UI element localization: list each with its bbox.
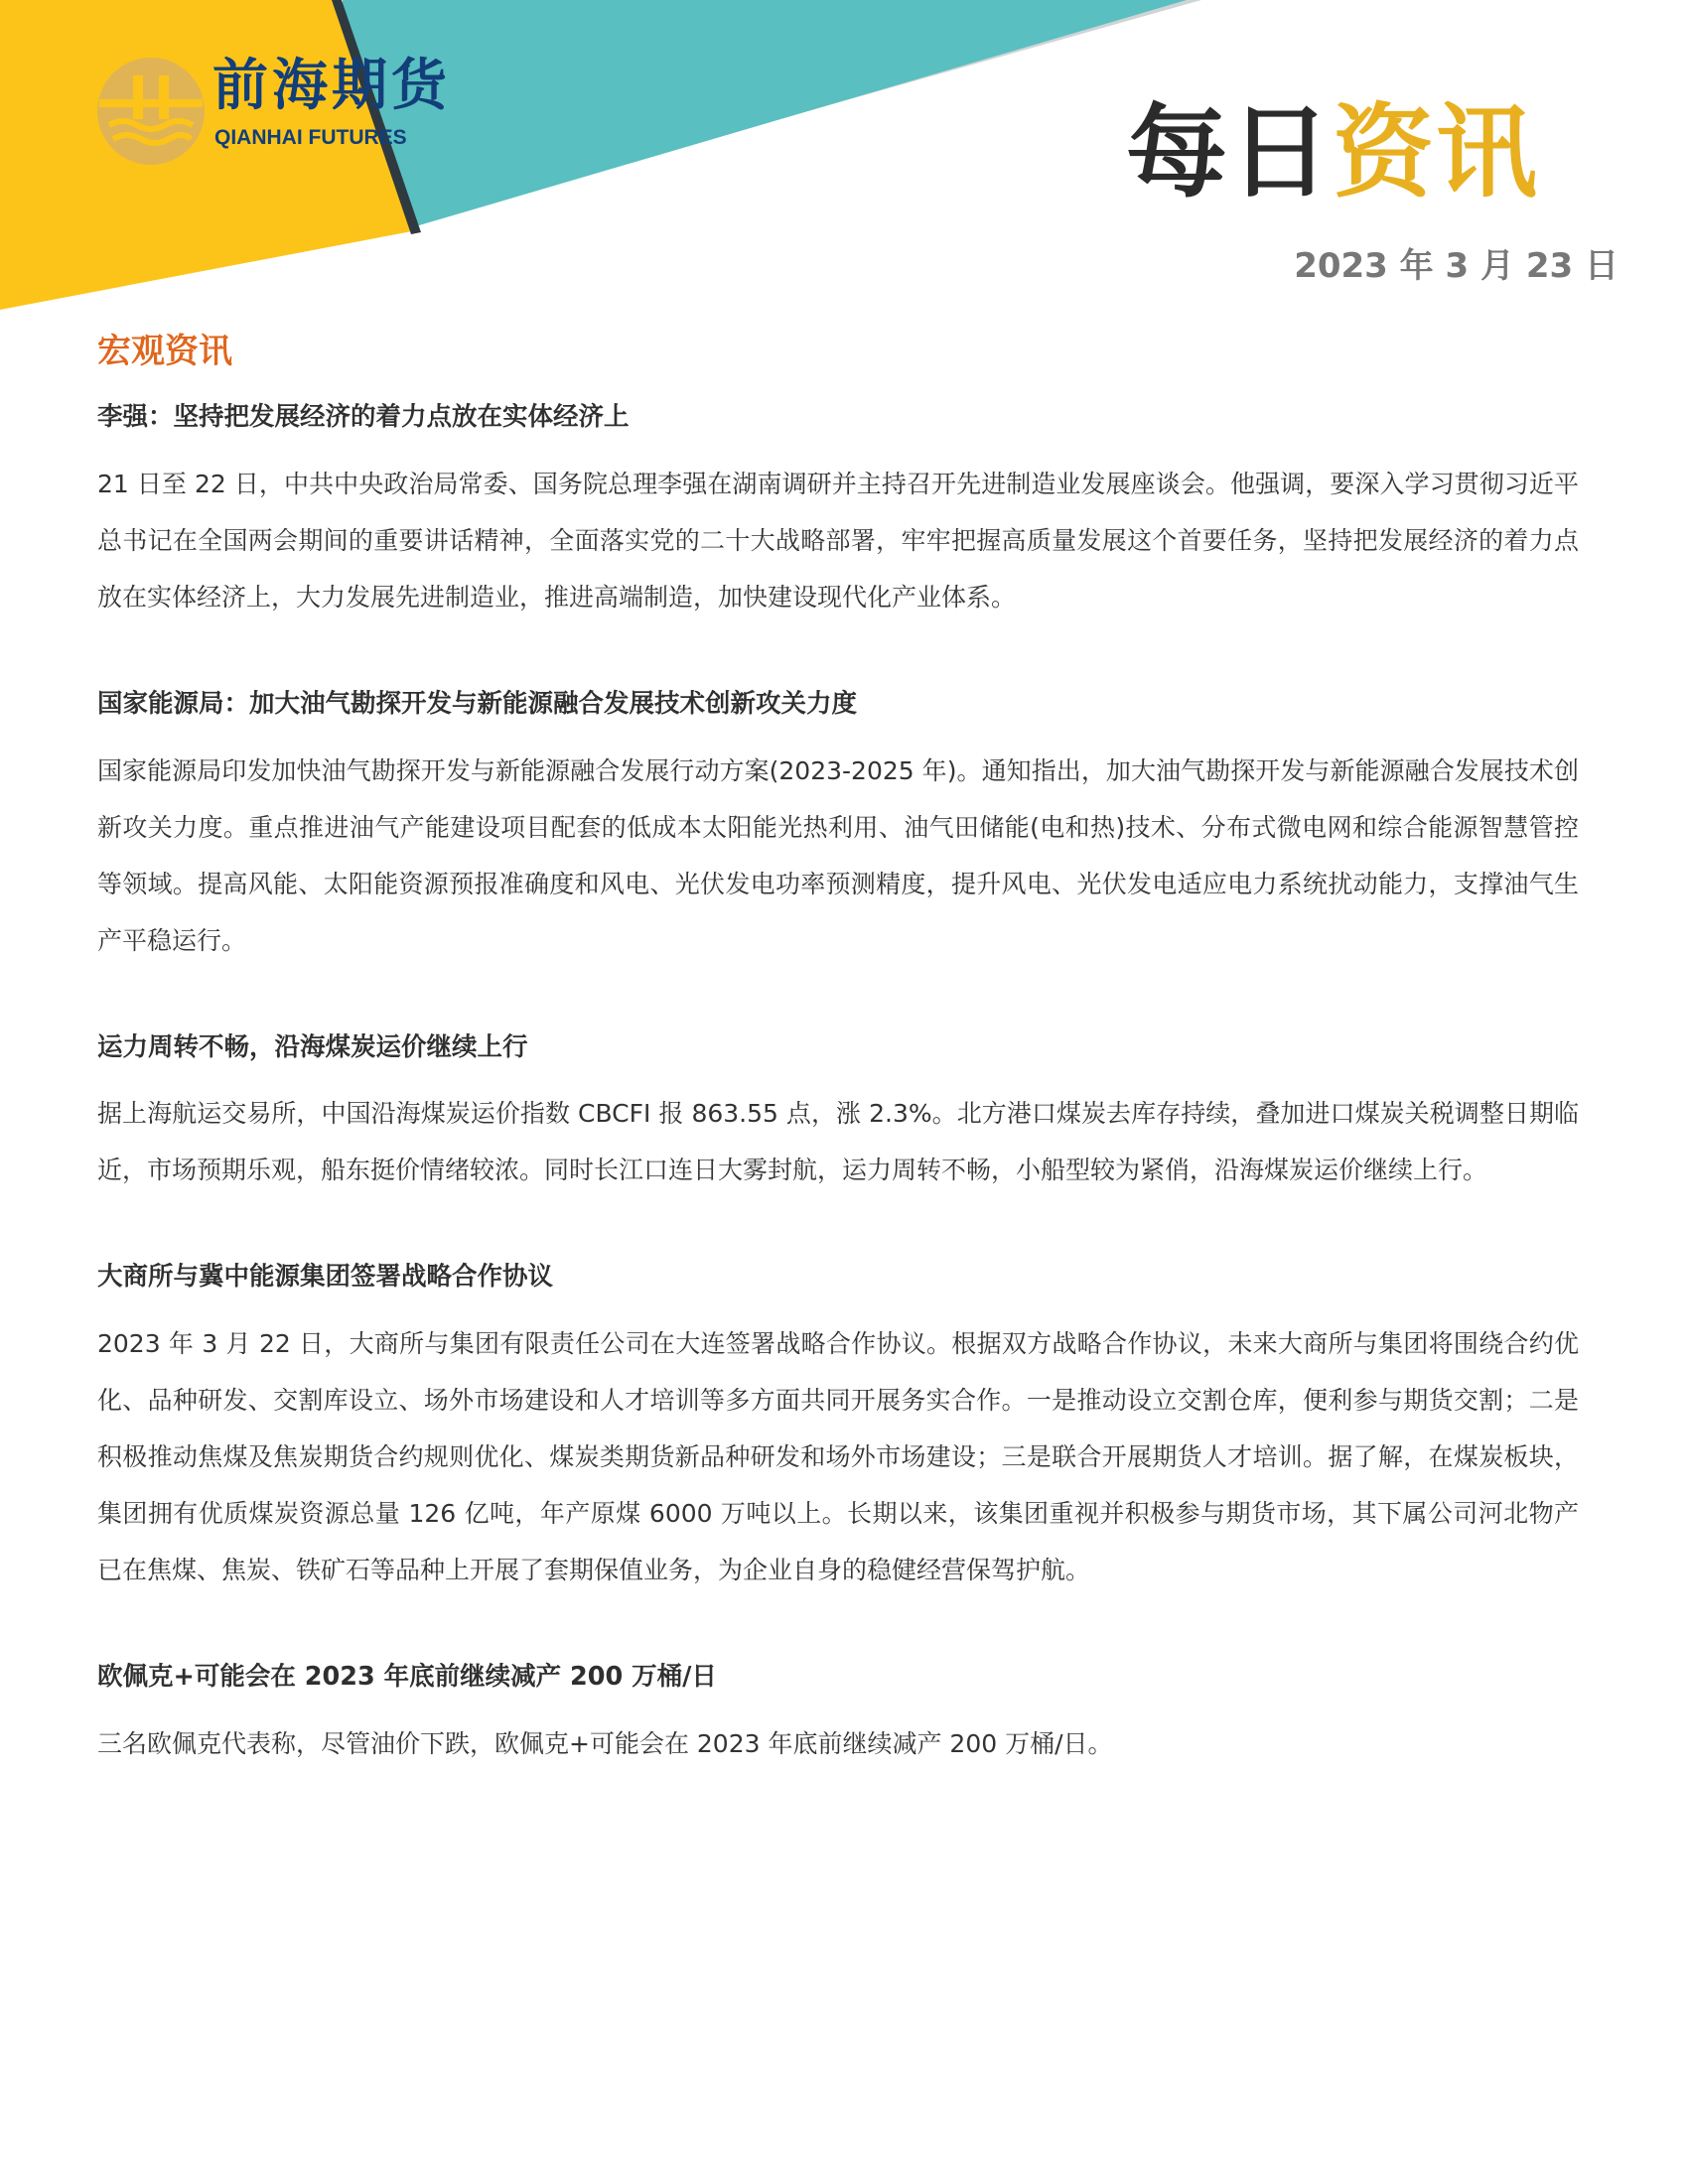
page-title — [1126, 94, 1539, 212]
article-title: 国家能源局：加大油气勘探开发与新能源融合发展技术创新攻关力度 — [97, 688, 858, 719]
sunrise-wave-logo-icon — [95, 56, 207, 165]
article-title: 运力周转不畅，沿海煤炭运价继续上行 — [97, 1031, 528, 1062]
article-item — [97, 402, 1579, 625]
section-title: 宏观资讯 — [97, 332, 232, 371]
article-body: 21 日至 22 日，中共中央政治局常委、国务院总理李强在湖南调研并主持召开先进制造业发展座谈会。他强调，要深入学习贯彻习近平总书记在全国两会期间的重要讲话精神，全面落实党的二十大战略部署，牢牢把握高质量发展这个首要任务，坚持把发展经济的着力点放在实体经济上，大力发展先进制造业，推进高端制造，加快建设现代化产业体系。 — [97, 469, 1579, 612]
article-title: 大商所与冀中能源集团签署战略合作协议 — [97, 1262, 554, 1293]
report-date: 2023 年 3 月 23 日 — [1294, 246, 1618, 286]
article-item — [97, 689, 1579, 969]
logo-name-en: QIANHAI FUTURES — [214, 126, 407, 149]
article-item — [97, 1662, 1579, 1772]
company-logo — [95, 53, 453, 165]
main-content — [97, 332, 1579, 1836]
article-body: 2023 年 3 月 22 日，大商所与集团有限责任公司在大连签署战略合作协议。根据双方战略合作协议，未来大商所与集团将围绕合约优化、品种研发、交割库设立、场外市场建设和人才培训等多方面共同开展务实合作。一是推动设立交割仓库，便利参与期货交割；二是积极推动焦煤及焦炭期货合约规则优化、煤炭类期货新品种研发和场外市场建设；三是联合开展期货人才培训。据了解，在煤炭板块，集团拥有优质煤炭资源总量 126 亿吨，年产原煤 6000 万吨以上。长期以来，该集团重视并积极参与期货市场，其下属公司河北物产已在焦煤、焦炭、铁矿石等品种上开展了套期保值业务，为企业自身的稳健经营保驾护航。 — [97, 1329, 1579, 1585]
article-item — [97, 1262, 1579, 1598]
article-title: 欧佩克+可能会在 2023 年底前继续减产 200 万桶/日 — [97, 1662, 717, 1693]
page-title-part-1: 每日 — [1126, 94, 1333, 212]
banner-teal-band — [343, 0, 1187, 230]
logo-name-cn: 前海期货 — [212, 53, 451, 118]
page-title-part-2: 资讯 — [1333, 94, 1539, 212]
article-body: 国家能源局印发加快油气勘探开发与新能源融合发展行动方案(2023-2025 年)。通知指出，加大油气勘探开发与新能源融合发展技术创新攻关力度。重点推进油气产能建设项目配套的低成本太阳能光热利用、油气田储能(电和热)技术、分布式微电网和综合能源智慧管控等领域。提高风能、太阳能资源预报准确度和风电、光伏发电功率预测精度，提升风电、光伏发电适应电力系统扰动能力，支撑油气生产平稳运行。 — [97, 755, 1579, 955]
article-body: 据上海航运交易所，中国沿海煤炭运价指数 CBCFI 报 863.55 点，涨 2.3%。北方港口煤炭去库存持续，叠加进口煤炭关税调整日期临近，市场预期乐观，船东挺价情绪较浓。同时长江口连日大雾封航，运力周转不畅，小船型较为紧俏，沿海煤炭运价继续上行。 — [97, 1099, 1579, 1185]
article-body: 三名欧佩克代表称，尽管油价下跌，欧佩克+可能会在 2023 年底前继续减产 200 万桶/日。 — [97, 1729, 1113, 1759]
article-item — [97, 1032, 1579, 1199]
article-title: 李强：坚持把发展经济的着力点放在实体经济上 — [97, 401, 630, 432]
